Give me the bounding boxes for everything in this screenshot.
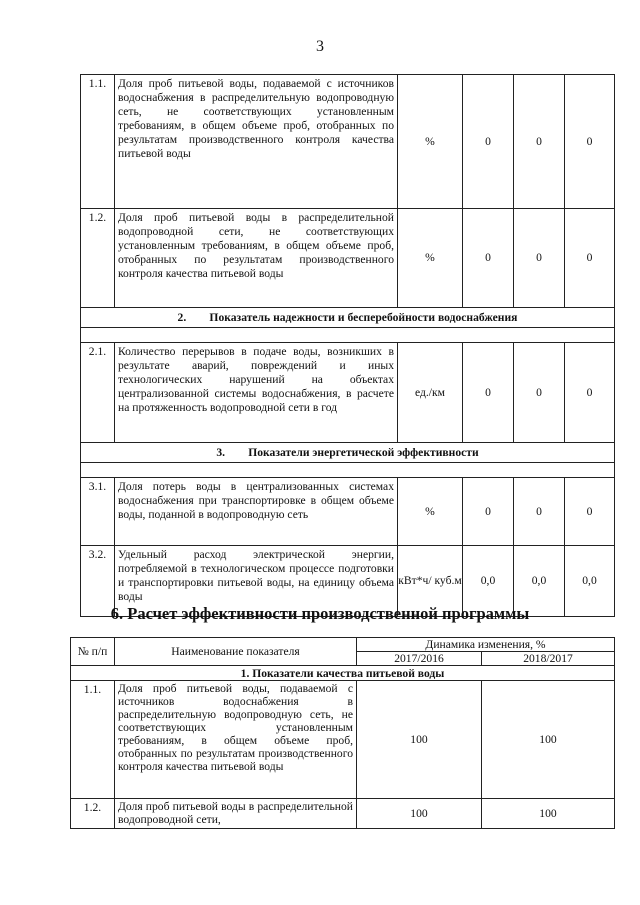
row-value: 0,0 — [463, 546, 514, 617]
row-unit: % — [398, 75, 463, 209]
row-value: 0 — [565, 343, 615, 443]
row-value: 0 — [463, 75, 514, 209]
row-unit: кВт*ч/ куб.м — [398, 546, 463, 617]
section-header: 1. Показатели качества питьевой воды — [71, 666, 615, 681]
row-description: Количество перерывов в подаче воды, возникших в результате аварий, повреждений и иных технологических нарушений на объектах централизованной системы водоснабжения, в расчете на протяженность водопроводной сети в год — [115, 343, 398, 443]
row-value: 100 — [482, 799, 615, 829]
row-value: 0 — [565, 478, 615, 546]
table-row — [81, 478, 615, 546]
row-value: 100 — [357, 799, 482, 829]
row-number: 3.1. — [81, 478, 115, 546]
row-unit: % — [398, 478, 463, 546]
row-value: 0 — [565, 209, 615, 308]
row-value: 0 — [514, 75, 565, 209]
row-description: Доля потерь воды в централизованных системах водоснабжения при транспортировке в общем объеме воды, поданной в водопроводную сеть — [115, 478, 398, 546]
row-description: Доля проб питьевой воды, подаваемой с источников водоснабжения в распределительную водопроводную сеть, не соответствующих установленным требованиям, в общем объеме проб, отобранных по результатам производственного контроля качества питьевой воды — [115, 681, 357, 799]
row-unit: ед./км — [398, 343, 463, 443]
table-row — [81, 209, 615, 308]
efficiency-table — [70, 637, 615, 829]
row-value: 0,0 — [565, 546, 615, 617]
row-value: 0 — [565, 75, 615, 209]
column-header: 2017/2016 — [357, 652, 482, 666]
row-value: 0 — [514, 343, 565, 443]
section-header: 2. Показатель надежности и бесперебойности водоснабжения — [81, 308, 615, 328]
row-unit: % — [398, 209, 463, 308]
row-value: 100 — [357, 681, 482, 799]
row-number: 1.2. — [71, 799, 115, 829]
row-value: 100 — [482, 681, 615, 799]
row-value: 0 — [463, 209, 514, 308]
row-description: Удельный расход электрической энергии, потребляемой в технологическом процессе подготовки и транспортировки питьевой воды, на единицу объема воды — [115, 546, 398, 617]
indicators-table — [80, 74, 615, 617]
table-row — [71, 799, 615, 829]
row-value: 0 — [463, 343, 514, 443]
column-header: Динамика изменения, % — [357, 638, 615, 652]
section-heading: 6. Расчет эффективности производственной программы — [110, 604, 530, 623]
page-number: 3 — [316, 38, 324, 55]
column-header: № п/п — [71, 638, 115, 666]
row-number: 1.2. — [81, 209, 115, 308]
table-row — [71, 681, 615, 799]
row-number: 3.2. — [81, 546, 115, 617]
row-description: Доля проб питьевой воды в распределительной водопроводной сети, не соответствующих установленным требованиям, в общем объеме проб, отобранных по результатам производственного контроля качества питьевой воды — [115, 209, 398, 308]
row-value: 0 — [514, 478, 565, 546]
row-description: Доля проб питьевой воды в распределительной водопроводной сети, — [115, 799, 357, 829]
row-number: 1.1. — [71, 681, 115, 799]
row-value: 0 — [463, 478, 514, 546]
section-header: 3. Показатели энергетической эффективности — [81, 443, 615, 463]
column-header: Наименование показателя — [115, 638, 357, 666]
table-row — [81, 343, 615, 443]
row-number: 1.1. — [81, 75, 115, 209]
row-number: 2.1. — [81, 343, 115, 443]
table-row — [81, 75, 615, 209]
row-value: 0,0 — [514, 546, 565, 617]
column-header: 2018/2017 — [482, 652, 615, 666]
row-value: 0 — [514, 209, 565, 308]
row-description: Доля проб питьевой воды, подаваемой с источников водоснабжения в распределительную водопроводную сеть, не соответствующих установленным требованиям, в общем объеме проб, отобранных по результатам производственного контроля качества питьевой воды — [115, 75, 398, 209]
